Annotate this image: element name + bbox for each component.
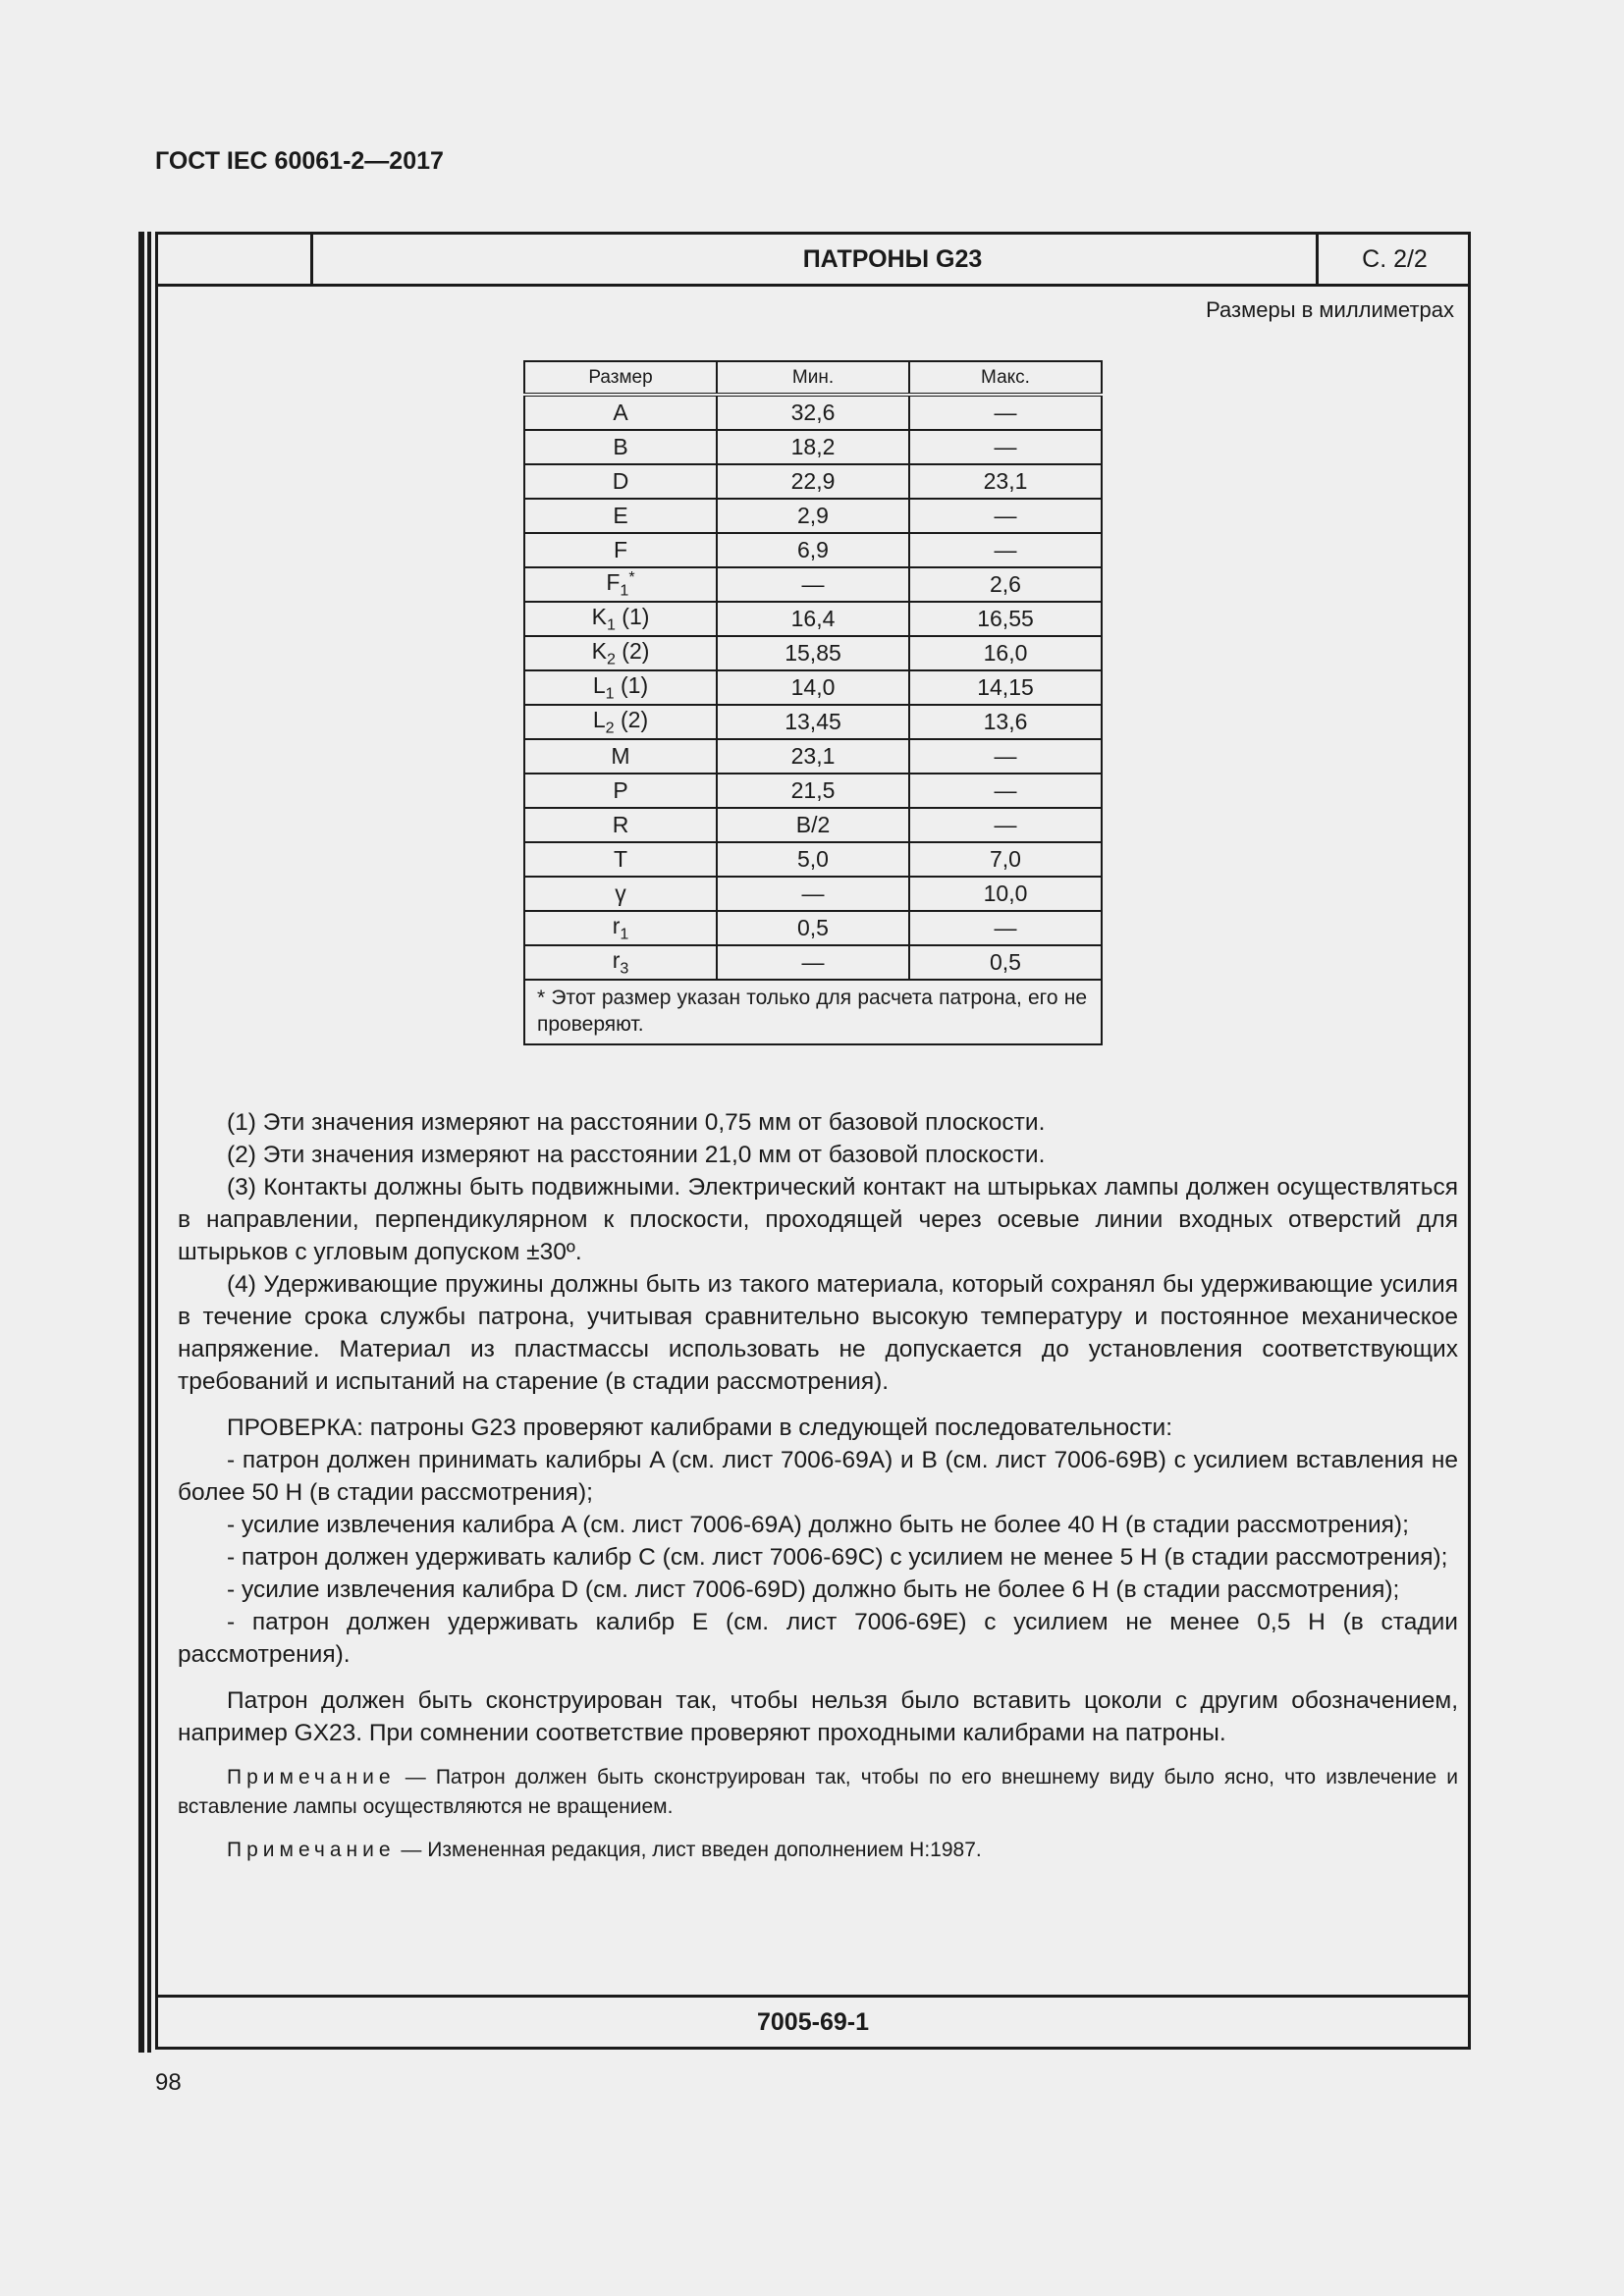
table-row	[524, 602, 1102, 636]
min-cell: —	[717, 877, 909, 911]
dimension-cell: $r_1$	[524, 911, 717, 945]
sheet-page-indicator: С. 2/2	[1316, 235, 1471, 284]
paragraph: - усилие извлечения калибра D (см. лист 7006-69D) должно быть не более 6 Н (в стадии рассмотрения);	[227, 1576, 1400, 1603]
min-cell: 0,5	[717, 911, 909, 945]
dimension-cell: $K_2$ (2)	[524, 636, 717, 670]
dimension-cell: A	[524, 395, 717, 430]
max-cell: —	[909, 911, 1102, 945]
dimension-cell: γ	[524, 877, 717, 911]
column-header: Макс.	[909, 361, 1102, 395]
dimension-cell: $r_3$	[524, 945, 717, 980]
units-note: Размеры в миллиметрах	[1206, 297, 1454, 322]
paragraph: (3) Контакты должны быть подвижными. Электрический контакт на штырьках лампы должен осуществляться в направлении, перпендикулярном к плоскости, проходящей через осевые линии входных отверстий для штырьков с угловым допуском ±30º.	[178, 1174, 1458, 1265]
sheet-title: ПАТРОНЫ G23	[802, 245, 983, 273]
column-header: Размер	[524, 361, 717, 395]
paragraph: - патрон должен удерживать калибр E (см. лист 7006-69E) с усилием не менее 0,5 Н (в стадии рассмотрения).	[178, 1609, 1458, 1668]
max-cell: 16,0	[909, 636, 1102, 670]
paragraph: ПРОВЕРКА: патроны G23 проверяют калибрами в следующей последовательности:	[227, 1415, 1173, 1441]
note-text: — Патрон должен быть сконструирован так, чтобы по его внешнему виду было ясно, что извлечение и вставление лампы осуществляются не вращением.	[178, 1766, 1458, 1818]
min-cell: 23,1	[717, 739, 909, 774]
paragraph: (2) Эти значения измеряют на расстоянии 21,0 мм от базовой плоскости.	[227, 1142, 1046, 1168]
min-cell: 13,45	[717, 705, 909, 739]
table-row	[524, 842, 1102, 877]
min-cell: 22,9	[717, 464, 909, 499]
dimension-cell: E	[524, 499, 717, 533]
dimension-cell: F	[524, 533, 717, 567]
dimension-cell: T	[524, 842, 717, 877]
table-footnote-row	[524, 980, 1102, 1044]
max-cell: 0,5	[909, 945, 1102, 980]
body-text	[178, 1106, 1458, 1865]
sheet-header	[158, 235, 1468, 287]
min-cell: 2,9	[717, 499, 909, 533]
min-cell: B/2	[717, 808, 909, 842]
max-cell: —	[909, 739, 1102, 774]
max-cell: —	[909, 430, 1102, 464]
paragraph: - патрон должен удерживать калибр C (см. лист 7006-69C) с усилием не менее 5 Н (в стадии рассмотрения);	[227, 1544, 1448, 1571]
max-cell: 10,0	[909, 877, 1102, 911]
max-cell: —	[909, 533, 1102, 567]
dimension-cell: $K_1$ (1)	[524, 602, 717, 636]
table-row	[524, 877, 1102, 911]
table-row	[524, 739, 1102, 774]
sheet-frame	[155, 232, 1471, 2050]
max-cell: —	[909, 808, 1102, 842]
table-row	[524, 808, 1102, 842]
table-row	[524, 636, 1102, 670]
min-cell: 32,6	[717, 395, 909, 430]
table-row	[524, 533, 1102, 567]
paragraph: - усилие извлечения калибра A (см. лист 7006-69A) должно быть не более 40 Н (в стадии рассмотрения);	[227, 1512, 1409, 1538]
dimension-cell: $F_1^*$	[524, 567, 717, 602]
table-row	[524, 499, 1102, 533]
max-cell: 7,0	[909, 842, 1102, 877]
dimension-cell: M	[524, 739, 717, 774]
min-cell: 16,4	[717, 602, 909, 636]
paragraph: - патрон должен принимать калибры A (см. лист 7006-69A) и B (см. лист 7006-69B) с усилием вставления не более 50 Н (в стадии рассмотрения);	[178, 1447, 1458, 1506]
note-label: Примечание	[227, 1839, 396, 1861]
min-cell: 6,9	[717, 533, 909, 567]
dimension-cell: $L_1$ (1)	[524, 670, 717, 705]
min-cell: 14,0	[717, 670, 909, 705]
table-row	[524, 705, 1102, 739]
table-body	[524, 395, 1102, 980]
dimension-cell: $L_2$ (2)	[524, 705, 717, 739]
min-cell: 18,2	[717, 430, 909, 464]
min-cell: —	[717, 945, 909, 980]
max-cell: 16,55	[909, 602, 1102, 636]
table-row	[524, 774, 1102, 808]
min-cell: 21,5	[717, 774, 909, 808]
paragraph: Патрон должен быть сконструирован так, чтобы нельзя было вставить цоколи с другим обозначением, например GX23. При сомнении соответствие проверяют проходными калибрами на патроны.	[178, 1687, 1458, 1746]
table-row	[524, 567, 1102, 602]
table-row	[524, 911, 1102, 945]
sheet-code: 7005-69-1	[158, 1995, 1468, 2047]
max-cell: 14,15	[909, 670, 1102, 705]
max-cell: —	[909, 499, 1102, 533]
paragraph: (4) Удерживающие пружины должны быть из такого материала, который сохранял бы удерживающие усилия в течение срока службы патрона, учитывая сравнительно высокую температуру и постоянное механическое напряжение. Материал из пластмассы использовать не допускается до установления соответствующих требований и испытаний на старение (в стадии рассмотрения).	[178, 1271, 1458, 1395]
dimension-cell: D	[524, 464, 717, 499]
page-number: 98	[155, 2069, 182, 2096]
note	[178, 1836, 1458, 1865]
max-cell: —	[909, 395, 1102, 430]
note-text: — Измененная редакция, лист введен дополнением Н:1987.	[395, 1839, 982, 1861]
max-cell: 23,1	[909, 464, 1102, 499]
table-header-row	[524, 361, 1102, 395]
paragraph: (1) Эти значения измеряют на расстоянии 0,75 мм от базовой плоскости.	[227, 1109, 1046, 1136]
column-header: Мин.	[717, 361, 909, 395]
note	[178, 1763, 1458, 1822]
max-cell: —	[909, 774, 1102, 808]
dimensions-table	[523, 360, 1103, 1045]
min-cell: 15,85	[717, 636, 909, 670]
min-cell: —	[717, 567, 909, 602]
table-row	[524, 395, 1102, 430]
table-row	[524, 670, 1102, 705]
table-row	[524, 430, 1102, 464]
dimension-cell: R	[524, 808, 717, 842]
table-row	[524, 464, 1102, 499]
table-row	[524, 945, 1102, 980]
frame-bar-outer	[138, 232, 144, 2053]
max-cell: 13,6	[909, 705, 1102, 739]
max-cell: 2,6	[909, 567, 1102, 602]
min-cell: 5,0	[717, 842, 909, 877]
document-code: ГОСТ IEC 60061-2—2017	[155, 147, 444, 175]
dimension-cell: B	[524, 430, 717, 464]
frame-bar-inner	[147, 232, 151, 2053]
note-label: Примечание	[227, 1766, 396, 1789]
table-footnote: * Этот размер указан только для расчета патрона, его не проверяют.	[524, 980, 1102, 1044]
header-blank-cell	[158, 235, 313, 284]
dimension-cell: P	[524, 774, 717, 808]
